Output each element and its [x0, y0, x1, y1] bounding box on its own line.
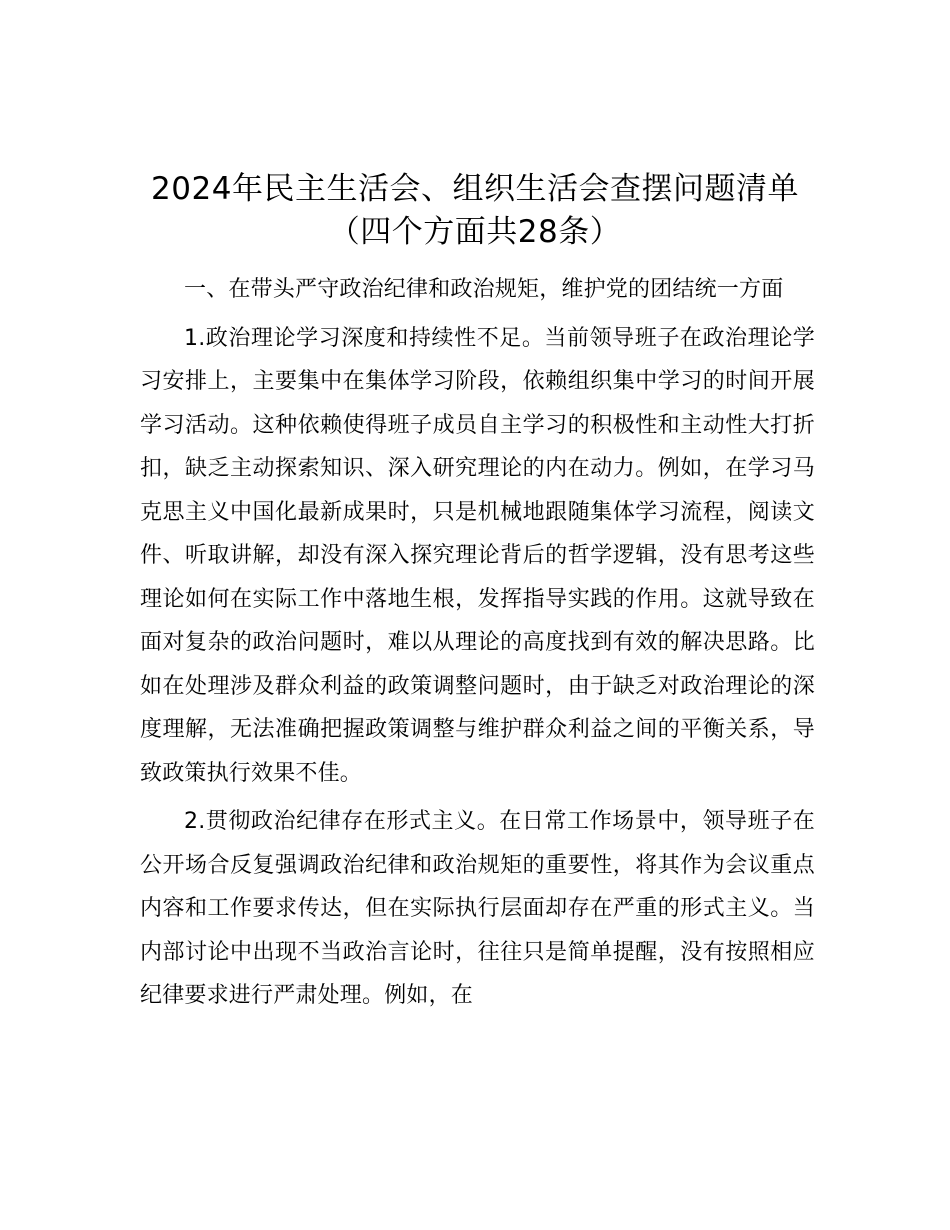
document-body [140, 268, 815, 1023]
document-title: 2024年民主生活会、组织生活会查摆问题清单（四个方面共28条） [151, 171, 799, 250]
section-heading: 一、在带头严守政治纪律和政治规矩，维护党的团结统一方面 [184, 277, 784, 302]
paragraph-item-1: 1.政治理论学习深度和持续性不足。当前领导班子在政治理论学习安排上，主要集中在集体学习阶段，依赖组织集中学习的时间开展学习活动。这种依赖使得班子成员自主学习的积极性和主动性大打折扣，缺乏主动探索知识、深入研究理论的内在动力。例如，在学习马克思主义中国化最新成果时，只是机械地跟随集体学习流程，阅读文件、听取讲解，却没有深入探究理论背后的哲学逻辑，没有思考这些理论如何在实际工作中落地生根，发挥指导实践的作用。这就导致在面对复杂的政治问题时，难以从理论的高度找到有效的解决思路。比如在处理涉及群众利益的政策调整问题时，由于缺乏对政治理论的深度理解，无法准确把握政策调整与维护群众利益之间的平衡关系，导致政策执行效果不佳。 [140, 325, 815, 786]
paragraph-item-2: 2.贯彻政治纪律存在形式主义。在日常工作场景中，领导班子在公开场合反复强调政治纪律和政治规矩的重要性，将其作为会议重点内容和工作要求传达，但在实际执行层面却存在严重的形式主义。当内部讨论中出现不当政治言论时，往往只是简单提醒，没有按照相应纪律要求进行严肃处理。例如，在 [140, 809, 815, 1008]
